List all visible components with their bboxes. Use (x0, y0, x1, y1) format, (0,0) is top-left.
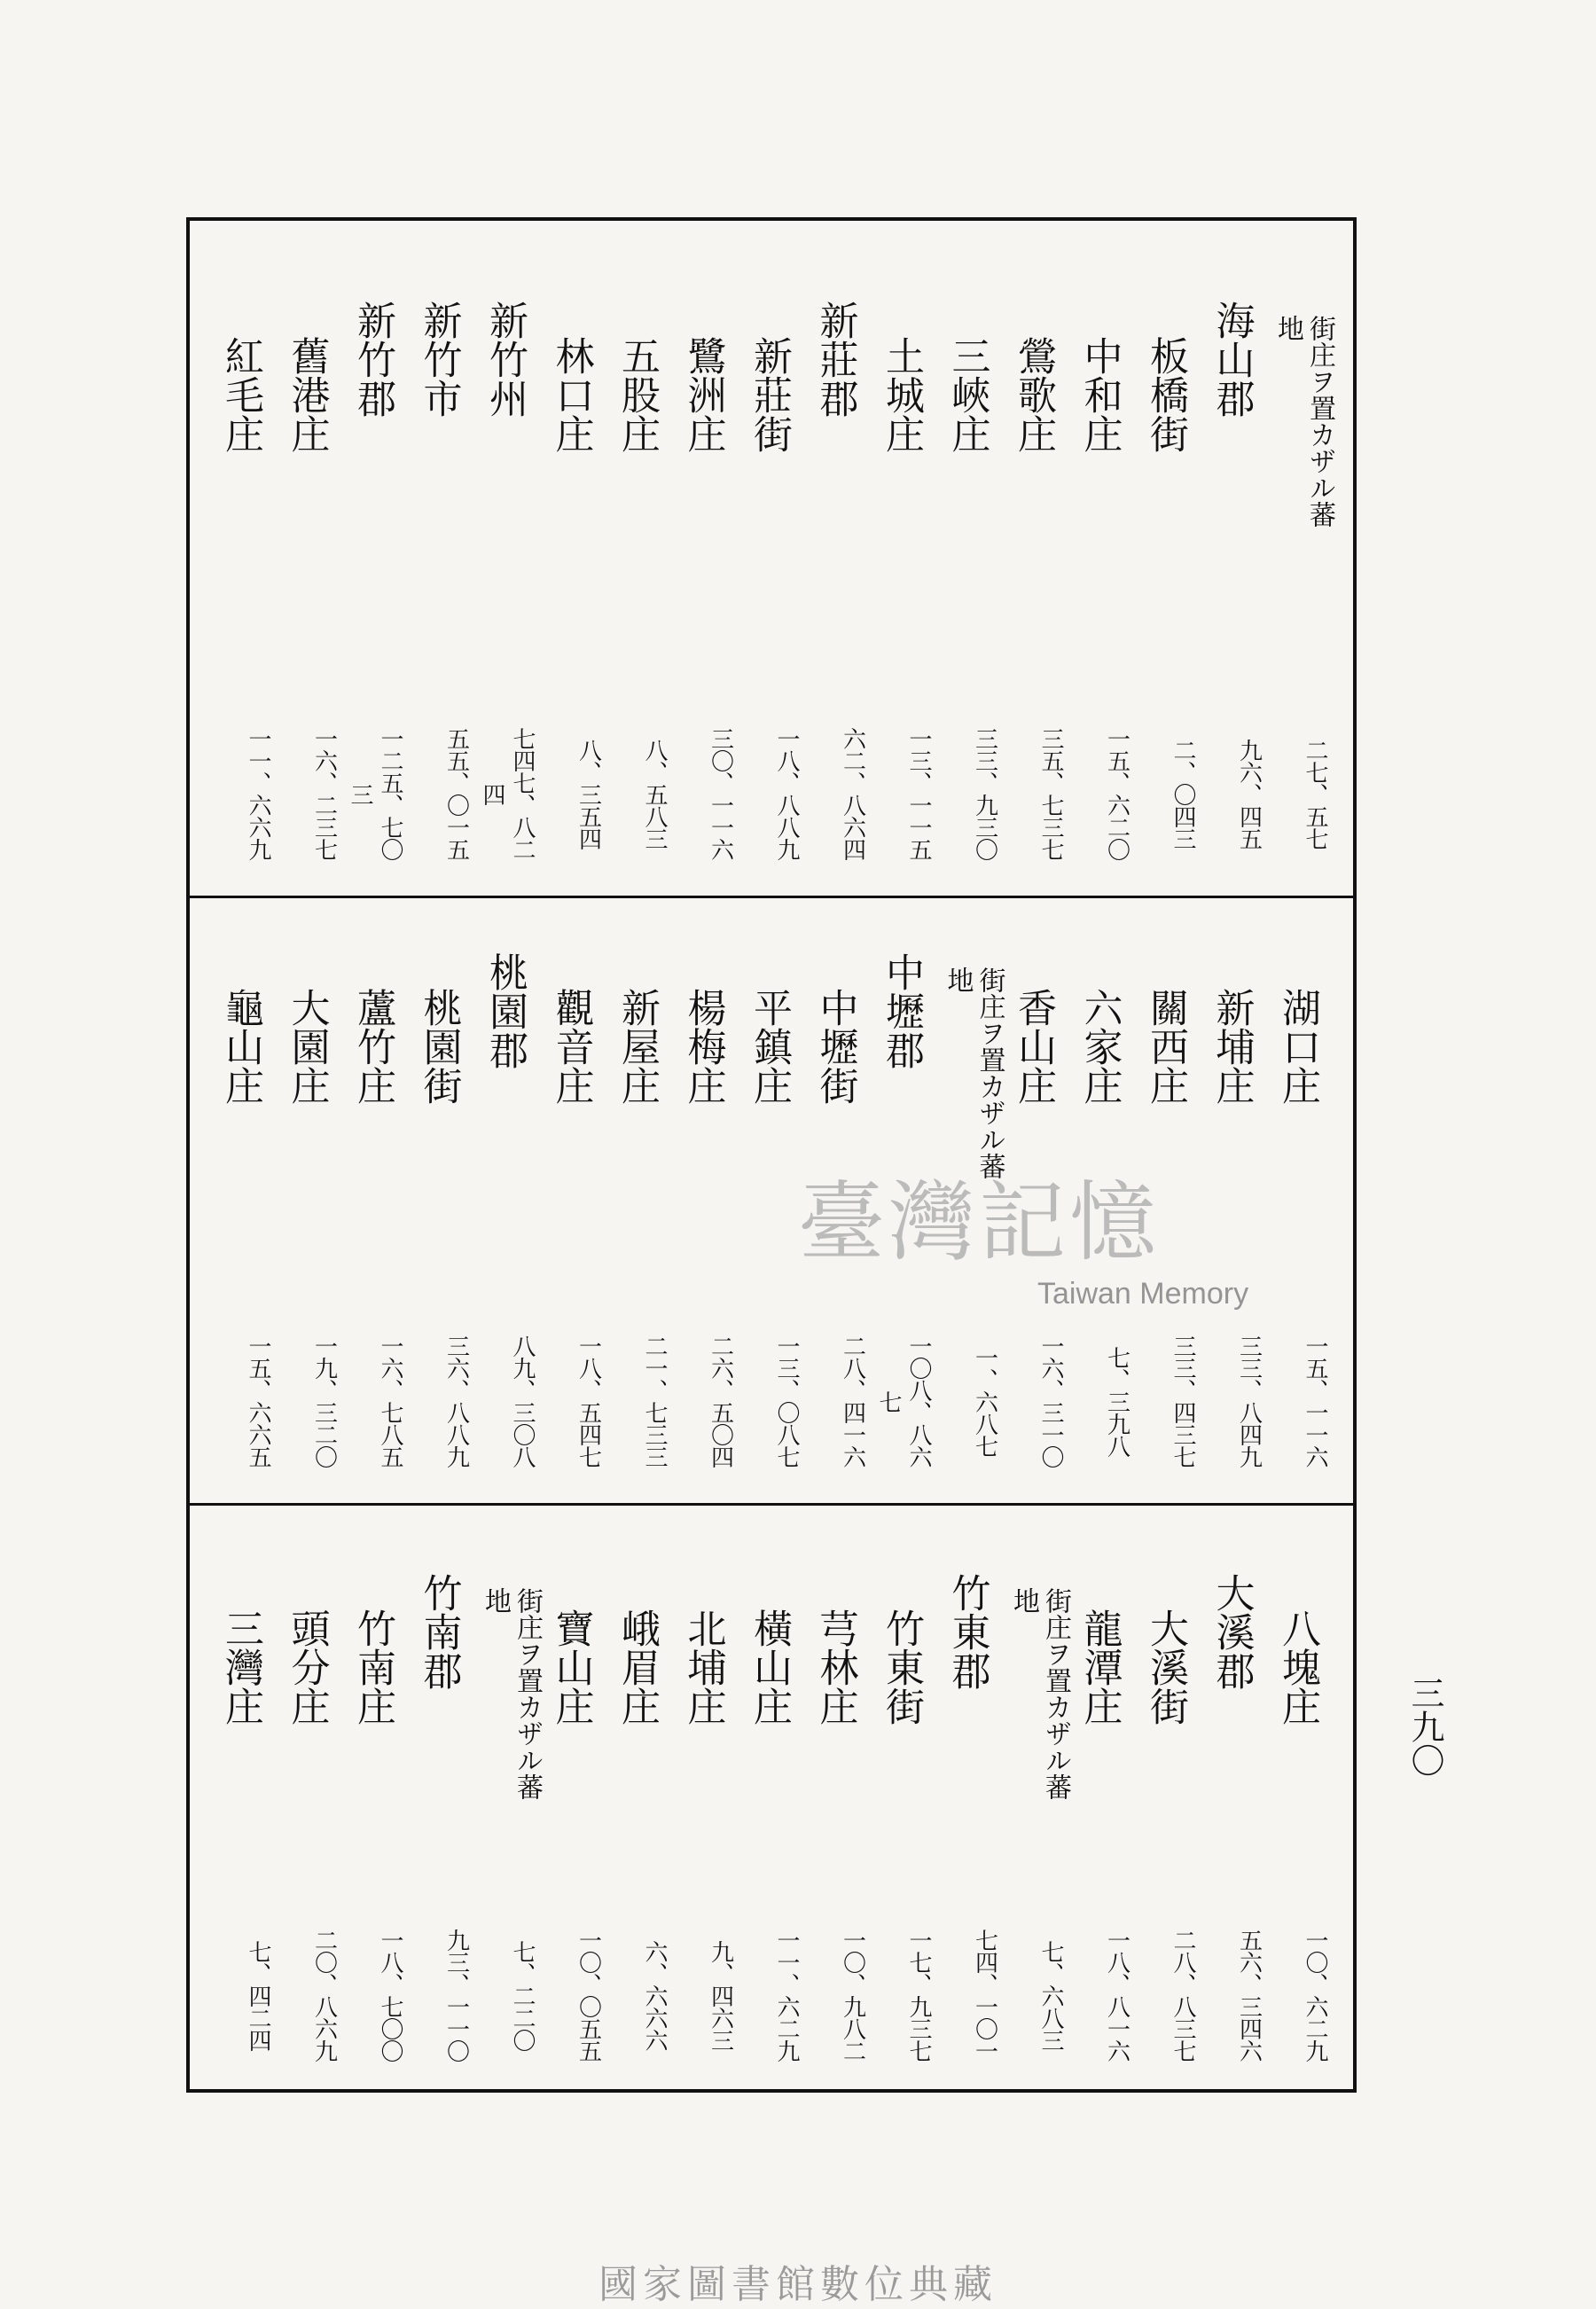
entry-number: 一三、一一五 (905, 727, 932, 860)
entry-number: 一五、一一六 (1302, 1335, 1328, 1468)
entry-name: 橫山庄 (747, 1608, 792, 1726)
entry-number: 八九、三〇八 (509, 1335, 536, 1468)
entry-number: 一二五、七〇三 (347, 727, 403, 860)
watermark-english: Taiwan Memory (1037, 1277, 1249, 1311)
entry-number: 八、三五四 (575, 738, 602, 849)
entry-name: 中和庄 (1076, 336, 1123, 453)
entry-number: 七、三九八 (1103, 1345, 1130, 1457)
entry-name: 海山郡 (1209, 301, 1255, 418)
entry-note: 街庄ヲ置カザル蕃地 (1008, 1587, 1071, 1800)
entry-name: 新竹市 (416, 301, 462, 418)
entry-number: 一八、七〇〇 (377, 1929, 403, 2062)
entry-number: 一〇八、八六七 (875, 1335, 932, 1468)
entry-name: 新屋庄 (614, 988, 660, 1105)
entry-name: 大園庄 (284, 988, 330, 1105)
entry-name: 龜山庄 (218, 988, 263, 1105)
entry-number: 一八、八一六 (1103, 1929, 1130, 2062)
entry-name: 大溪街 (1143, 1608, 1188, 1726)
entry-number: 一三、〇八七 (773, 1335, 800, 1468)
entry-name: 六家庄 (1076, 988, 1123, 1105)
entry-number: 一六、二三七 (310, 727, 338, 860)
entry-number: 七、四二四 (245, 1939, 271, 2051)
entry-name: 新竹郡 (350, 301, 395, 418)
entry-name: 湖口庄 (1275, 988, 1320, 1105)
entry-name: 平鎮庄 (747, 988, 792, 1105)
entry-number: 六、六六六 (641, 1939, 668, 2051)
entry-name: 竹東街 (879, 1608, 924, 1726)
entry-name: 中壢郡 (879, 952, 924, 1069)
entry-name: 三灣庄 (218, 1608, 263, 1726)
entry-name: 三峽庄 (944, 336, 990, 453)
entry-note: 街庄ヲ置カザル蕃地 (480, 1587, 543, 1800)
entry-number: 一〇、六二九 (1302, 1929, 1328, 2062)
entry-name: 北埔庄 (680, 1608, 726, 1726)
entry-number: 一一、六二九 (773, 1929, 800, 2062)
entry-name: 新莊郡 (812, 301, 858, 418)
entry-name: 土城庄 (879, 336, 924, 453)
entry-number: 二六、五〇四 (707, 1335, 734, 1468)
entry-note: 街庄ヲ置カザル蕃地 (942, 967, 1005, 1179)
entry-number: 二八、四一六 (839, 1335, 866, 1468)
entry-number: 三三、八四九 (1235, 1335, 1263, 1468)
entry-number: 七四、一〇一 (971, 1929, 998, 2062)
entry-number: 一九、三二〇 (310, 1335, 338, 1468)
entry-number: 三六、八八九 (442, 1335, 470, 1468)
watermark-chinese: 臺灣記憶 (798, 1172, 1161, 1273)
entry-number: 七、六八三 (1037, 1939, 1064, 2051)
entry-name: 五股庄 (614, 336, 660, 453)
entry-name: 香山庄 (1011, 988, 1056, 1105)
entry-number: 三三、四三七 (1170, 1335, 1196, 1468)
entry-number: 一六、七八五 (377, 1335, 403, 1468)
entry-number: 三〇、一一六 (707, 727, 734, 860)
entry-name: 中壢街 (812, 988, 858, 1105)
section-divider (186, 1503, 1357, 1506)
entry-name: 龍潭庄 (1076, 1608, 1123, 1726)
entry-name: 楊梅庄 (680, 988, 726, 1105)
entry-name: 桃園街 (416, 988, 462, 1105)
entry-number: 一五、六六五 (245, 1335, 271, 1468)
section-divider (186, 896, 1357, 898)
archive-footer: 國家圖書館數位典藏 (598, 2262, 998, 2307)
entry-number: 一七、九三七 (905, 1929, 932, 2062)
entry-number: 一五、六二〇 (1103, 727, 1130, 860)
entry-name: 八塊庄 (1275, 1608, 1320, 1726)
entry-name: 新莊街 (747, 336, 792, 453)
entry-number: 二〇、八六九 (310, 1929, 338, 2062)
entry-number: 五六、三四六 (1235, 1929, 1263, 2062)
entry-name: 峨眉庄 (614, 1608, 660, 1726)
entry-number: 一〇、九八二 (839, 1929, 866, 2062)
entry-number: 五五、〇一五 (442, 727, 470, 860)
entry-name: 芎林庄 (812, 1608, 858, 1726)
entry-number: 一八、五四七 (575, 1335, 602, 1468)
entry-number: 三三、九三〇 (971, 727, 998, 860)
entry-name: 觀音庄 (548, 988, 594, 1105)
entry-name: 板橋街 (1143, 336, 1188, 453)
entry-name: 新竹州 (482, 301, 528, 418)
entry-name: 林口庄 (548, 336, 594, 453)
entry-number: 六二、八六四 (839, 727, 866, 860)
entry-name: 蘆竹庄 (350, 988, 395, 1105)
entry-name: 竹南郡 (416, 1573, 462, 1690)
entry-number: 八、五八三 (641, 738, 668, 849)
entry-name: 新埔庄 (1209, 988, 1255, 1105)
entry-number: 二八、八三七 (1170, 1929, 1196, 2062)
entry-number: 二一、七三三 (641, 1335, 668, 1468)
entry-number: 九、四六三 (707, 1939, 734, 2051)
entry-number: 二、〇四三 (1170, 738, 1196, 849)
entry-name: 竹南庄 (350, 1608, 395, 1726)
entry-note: 街庄ヲ置カザル蕃地 (1272, 315, 1335, 528)
entry-number: 七四七、八二四 (479, 727, 536, 860)
entry-name: 關西庄 (1143, 988, 1188, 1105)
entry-number: 三五、七三七 (1037, 727, 1064, 860)
entry-number: 九六、四五 (1235, 738, 1263, 849)
entry-name: 寶山庄 (548, 1608, 594, 1726)
entry-number: 一〇、〇五五 (575, 1929, 602, 2062)
entry-number: 二七、五七 (1302, 738, 1328, 849)
entry-name: 紅毛庄 (218, 336, 263, 453)
entry-name: 鶯歌庄 (1011, 336, 1056, 453)
entry-name: 竹東郡 (944, 1573, 990, 1690)
entry-name: 頭分庄 (284, 1608, 330, 1726)
entry-number: 一、六八七 (971, 1345, 998, 1457)
entry-name: 鷺洲庄 (680, 336, 726, 453)
entry-number: 一六、三一〇 (1037, 1335, 1064, 1468)
entry-number: 七、二二〇 (509, 1939, 536, 2051)
entry-number: 九三、一一〇 (442, 1929, 470, 2062)
entry-name: 舊港庄 (284, 336, 330, 453)
entry-number: 一八、八八九 (773, 727, 800, 860)
entry-name: 桃園郡 (482, 952, 528, 1069)
page-number: 三九〇 (1405, 1676, 1444, 1777)
entry-number: 一一、六六九 (245, 727, 271, 860)
entry-name: 大溪郡 (1209, 1573, 1255, 1690)
